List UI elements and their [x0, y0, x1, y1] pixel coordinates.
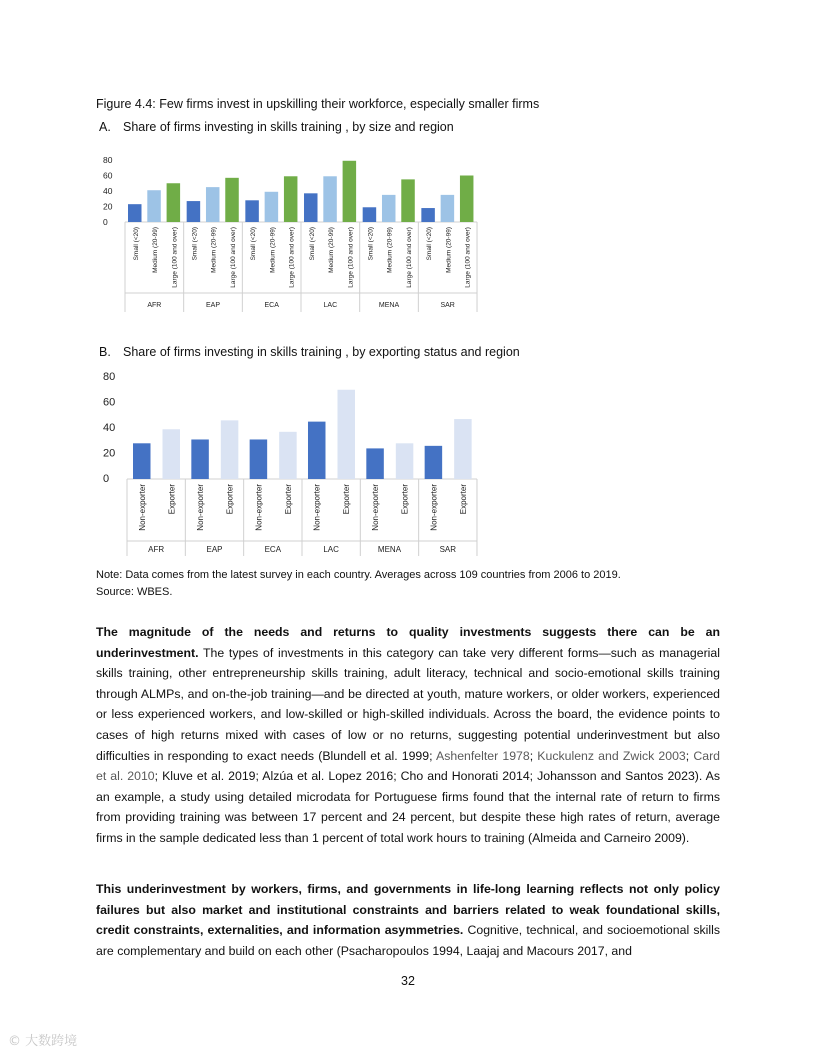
bar-sar-large-100-and-over — [460, 176, 474, 223]
region-label-sar: SAR — [439, 545, 457, 554]
category-label: Small (<20) — [367, 227, 375, 261]
y-tick-label: 40 — [103, 422, 116, 434]
citation-card: Card et al. 2010 — [96, 748, 721, 784]
bar-mena-medium-20-99 — [382, 195, 396, 222]
y-tick-label: 0 — [103, 473, 110, 485]
y-tick-label: 20 — [103, 447, 116, 460]
bar-eap-non-exporter — [191, 439, 209, 479]
bar-eap-exporter — [221, 420, 239, 479]
bar-eca-exporter — [279, 432, 297, 479]
category-label: Small (<20) — [250, 227, 258, 261]
category-label: Medium (20-99) — [386, 227, 394, 273]
figure-note — [96, 567, 621, 601]
category-label: Exporter — [458, 484, 468, 515]
separator-1: ; — [529, 748, 538, 763]
bar-eap-small-20 — [187, 201, 201, 222]
bar-mena-non-exporter — [366, 448, 384, 479]
category-label: Non-exporter — [254, 484, 264, 531]
region-label-eap: EAP — [206, 545, 223, 554]
bar-lac-large-100-and-over — [343, 161, 357, 222]
category-label: Non-exporter — [429, 484, 439, 531]
bar-lac-non-exporter — [308, 422, 326, 479]
bar-lac-small-20 — [304, 193, 318, 222]
bar-afr-exporter — [163, 429, 181, 479]
paragraph-1 — [96, 622, 720, 849]
bar-lac-exporter — [337, 390, 355, 479]
panel-a-text: Share of firms investing in skills training , by size and region — [123, 120, 454, 134]
paragraph-1-text-a: The types of investments in this category can take very different forms—such as managerial skills training, other entrepreneurship skills training, adult literacy, technical and socio-emotional skills training through ALMPs, and on-the-job training—and be directed at youth, mature workers, or older workers, experienced or less experienced workers, and low-skilled or high-skilled individuals. Across the board, the evidence points to cases of high returns mixed with cases of low or no returns, suggesting potential underinvestment but also difficulties in responding to exact needs (Blundell et al. 1999; — [96, 645, 720, 763]
paragraph-1-lead: The magnitude of the needs and returns to quality investments suggests there can be an underinvestment. — [96, 625, 720, 660]
bar-afr-non-exporter — [133, 443, 151, 479]
category-label: Exporter — [225, 484, 235, 515]
region-label-eca: ECA — [264, 302, 279, 309]
category-label: Large (100 and over) — [171, 227, 179, 288]
y-tick-label: 20 — [103, 201, 113, 212]
category-label: Small (<20) — [132, 227, 140, 261]
category-label: Large (100 and over) — [288, 227, 296, 288]
category-label: Large (100 and over) — [464, 227, 472, 288]
bar-mena-large-100-and-over — [401, 179, 415, 222]
bar-eca-large-100-and-over — [284, 176, 298, 222]
bar-eap-medium-20-99 — [206, 187, 220, 222]
chart-a — [90, 150, 480, 315]
bar-eca-small-20 — [245, 200, 259, 222]
region-label-lac: LAC — [323, 302, 338, 309]
bar-sar-exporter — [454, 419, 472, 479]
category-label: Exporter — [167, 484, 177, 515]
category-label: Non-exporter — [137, 484, 147, 531]
category-label: Exporter — [400, 484, 410, 515]
category-label: Small (<20) — [426, 227, 434, 261]
panel-a-title — [99, 120, 454, 134]
y-tick-label: 80 — [103, 371, 116, 383]
note-text: Note: Data comes from the latest survey in each country. Averages across 109 countries from 2006 to 2019. — [96, 569, 621, 581]
region-label-afr: AFR — [148, 545, 165, 554]
bar-lac-medium-20-99 — [323, 176, 337, 222]
category-label: Non-exporter — [312, 484, 322, 531]
bar-sar-non-exporter — [425, 446, 443, 479]
region-label-lac: LAC — [323, 545, 339, 554]
category-label: Exporter — [342, 484, 352, 515]
y-tick-label: 60 — [103, 396, 116, 409]
separator-2: ; — [685, 748, 694, 763]
bar-sar-medium-20-99 — [441, 195, 455, 222]
category-label: Medium (20-99) — [210, 227, 218, 273]
category-label: Medium (20-99) — [328, 227, 336, 273]
bar-afr-large-100-and-over — [167, 183, 181, 222]
paragraph-2 — [96, 879, 720, 961]
y-tick-label: 40 — [103, 186, 113, 196]
region-label-eca: ECA — [264, 545, 282, 554]
bar-mena-small-20 — [363, 207, 377, 222]
category-label: Large (100 and over) — [347, 227, 355, 288]
page-number: 32 — [401, 974, 415, 988]
bar-sar-small-20 — [421, 208, 435, 222]
region-label-sar: SAR — [440, 302, 455, 309]
category-label: Medium (20-99) — [269, 227, 277, 273]
paragraph-2-lead: This underinvestment by workers, firms, and governments in life-long learning reflects not only policy failures but also market and institutional constraints and barriers related to weak foundational skills, credit constraints, externalities, and information asymmetries. — [96, 882, 720, 938]
region-label-mena: MENA — [377, 545, 402, 554]
category-label: Medium (20-99) — [152, 227, 160, 273]
category-label: Non-exporter — [371, 484, 381, 531]
paragraph-2-text: Cognitive, technical, and socioemotional skills are complementary and build on each other (Psacharopoulos 1994, Laajaj and Macours 2017, and — [96, 923, 720, 958]
category-label: Large (100 and over) — [230, 227, 238, 288]
category-label: Non-exporter — [196, 484, 206, 531]
source-text: Source: WBES. — [96, 586, 173, 598]
y-tick-label: 80 — [103, 155, 113, 165]
category-label: Small (<20) — [191, 227, 199, 261]
bar-eca-medium-20-99 — [265, 192, 279, 222]
category-label: Small (<20) — [308, 227, 316, 261]
panel-b-text: Share of firms investing in skills training , by exporting status and region — [123, 345, 520, 359]
bar-eca-non-exporter — [250, 439, 268, 479]
citation-ashenfelter: Ashenfelter 1978 — [436, 748, 530, 763]
y-tick-label: 0 — [103, 217, 108, 227]
citation-kuckulenz: Kuckulenz and Zwick 2003 — [537, 748, 686, 763]
bar-afr-small-20 — [128, 204, 142, 222]
bar-afr-medium-20-99 — [147, 190, 161, 222]
bar-eap-large-100-and-over — [225, 178, 239, 222]
chart-b — [90, 368, 480, 560]
bar-mena-exporter — [396, 443, 414, 479]
region-label-mena: MENA — [378, 302, 400, 309]
panel-a-label: A. — [99, 120, 111, 134]
category-label: Medium (20-99) — [445, 227, 453, 273]
region-label-eap: EAP — [205, 302, 221, 309]
y-tick-label: 60 — [103, 170, 113, 181]
category-label: Large (100 and over) — [406, 227, 414, 288]
paragraph-1-text-b: ; Kluve et al. 2019; Alzúa et al. Lopez 2016; Cho and Honorati 2014; Johansson and Santos 2023). As an example, a study using detailed microdata for Portuguese firms found that the internal rate of return to firms from providing training was between 17 percent and 24 percent, but despite these high rates of return, average firms in the sample dedicated less than 1 percent of total work hours to training (Almeida and Carneiro 2009). — [96, 769, 721, 845]
figure-title: Figure 4.4: Few firms invest in upskilling their workforce, especially smaller firms — [96, 97, 540, 111]
category-label: Exporter — [283, 484, 293, 515]
watermark: © 大数跨境 — [8, 1034, 78, 1049]
region-label-afr: AFR — [147, 302, 162, 309]
panel-b-title — [99, 345, 520, 359]
panel-b-label: B. — [99, 345, 111, 359]
